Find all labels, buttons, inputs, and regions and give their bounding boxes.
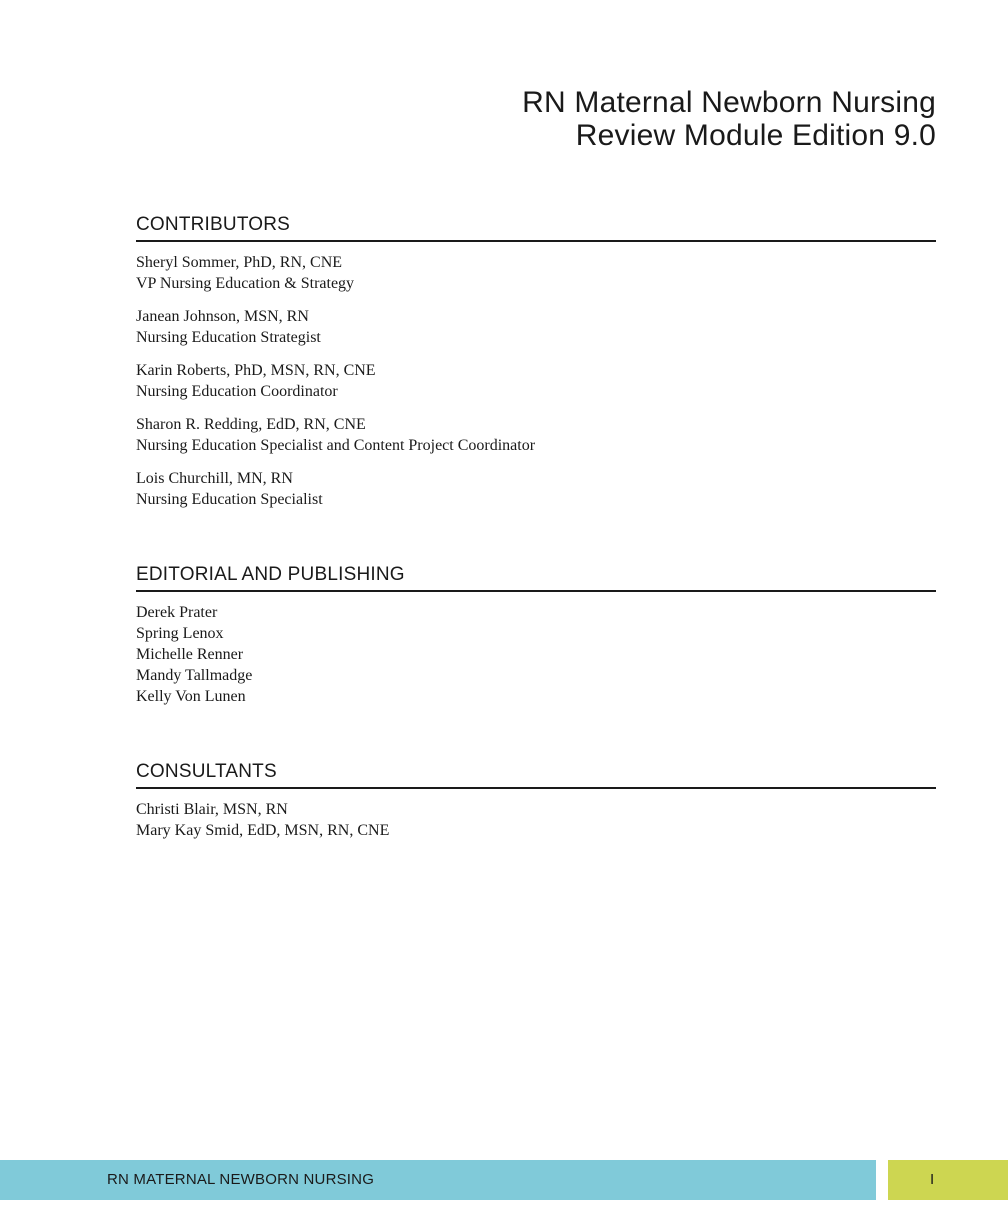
contributor-entry xyxy=(136,468,936,510)
contributors-section xyxy=(136,214,936,522)
editorial-section xyxy=(136,564,936,707)
editorial-name: Spring Lenox xyxy=(136,625,224,642)
title-line-1: RN Maternal Newborn Nursing xyxy=(522,86,936,119)
contributor-name: Janean Johnson, MSN, RN xyxy=(136,308,309,325)
consultants-heading: CONSULTANTS xyxy=(136,761,936,789)
contributor-role: Nursing Education Strategist xyxy=(136,329,321,346)
contributor-role: Nursing Education Specialist and Content Project Coordinator xyxy=(136,437,536,454)
editorial-name: Kelly Von Lunen xyxy=(136,688,246,705)
footer-label: RN MATERNAL NEWBORN NURSING xyxy=(107,1171,375,1188)
contributor-name: Lois Churchill, MN, RN xyxy=(136,470,293,487)
contributor-role: VP Nursing Education & Strategy xyxy=(136,275,355,292)
contributors-heading: CONTRIBUTORS xyxy=(136,214,936,242)
contributor-entry xyxy=(136,414,936,456)
contributor-role: Nursing Education Coordinator xyxy=(136,383,338,400)
contributor-name: Karin Roberts, PhD, MSN, RN, CNE xyxy=(136,362,376,379)
contributor-name: Sheryl Sommer, PhD, RN, CNE xyxy=(136,254,343,271)
editorial-name: Mandy Tallmadge xyxy=(136,667,253,684)
editorial-heading: EDITORIAL AND PUBLISHING xyxy=(136,564,936,592)
title-line-2: Review Module Edition 9.0 xyxy=(575,119,936,152)
consultant-name: Christi Blair, MSN, RN xyxy=(136,801,288,818)
contributor-entry xyxy=(136,306,936,348)
consultants-section xyxy=(136,761,936,841)
contributor-role: Nursing Education Specialist xyxy=(136,491,323,508)
contributor-entry xyxy=(136,360,936,402)
contributor-name: Sharon R. Redding, EdD, RN, CNE xyxy=(136,416,366,433)
editorial-name: Michelle Renner xyxy=(136,646,244,663)
footer-bar xyxy=(0,1160,876,1200)
page-number-box xyxy=(888,1160,1008,1200)
contributor-entry xyxy=(136,252,936,294)
document-title xyxy=(522,86,936,152)
page-number: I xyxy=(930,1171,935,1188)
editorial-name: Derek Prater xyxy=(136,604,218,621)
consultant-name: Mary Kay Smid, EdD, MSN, RN, CNE xyxy=(136,822,390,839)
